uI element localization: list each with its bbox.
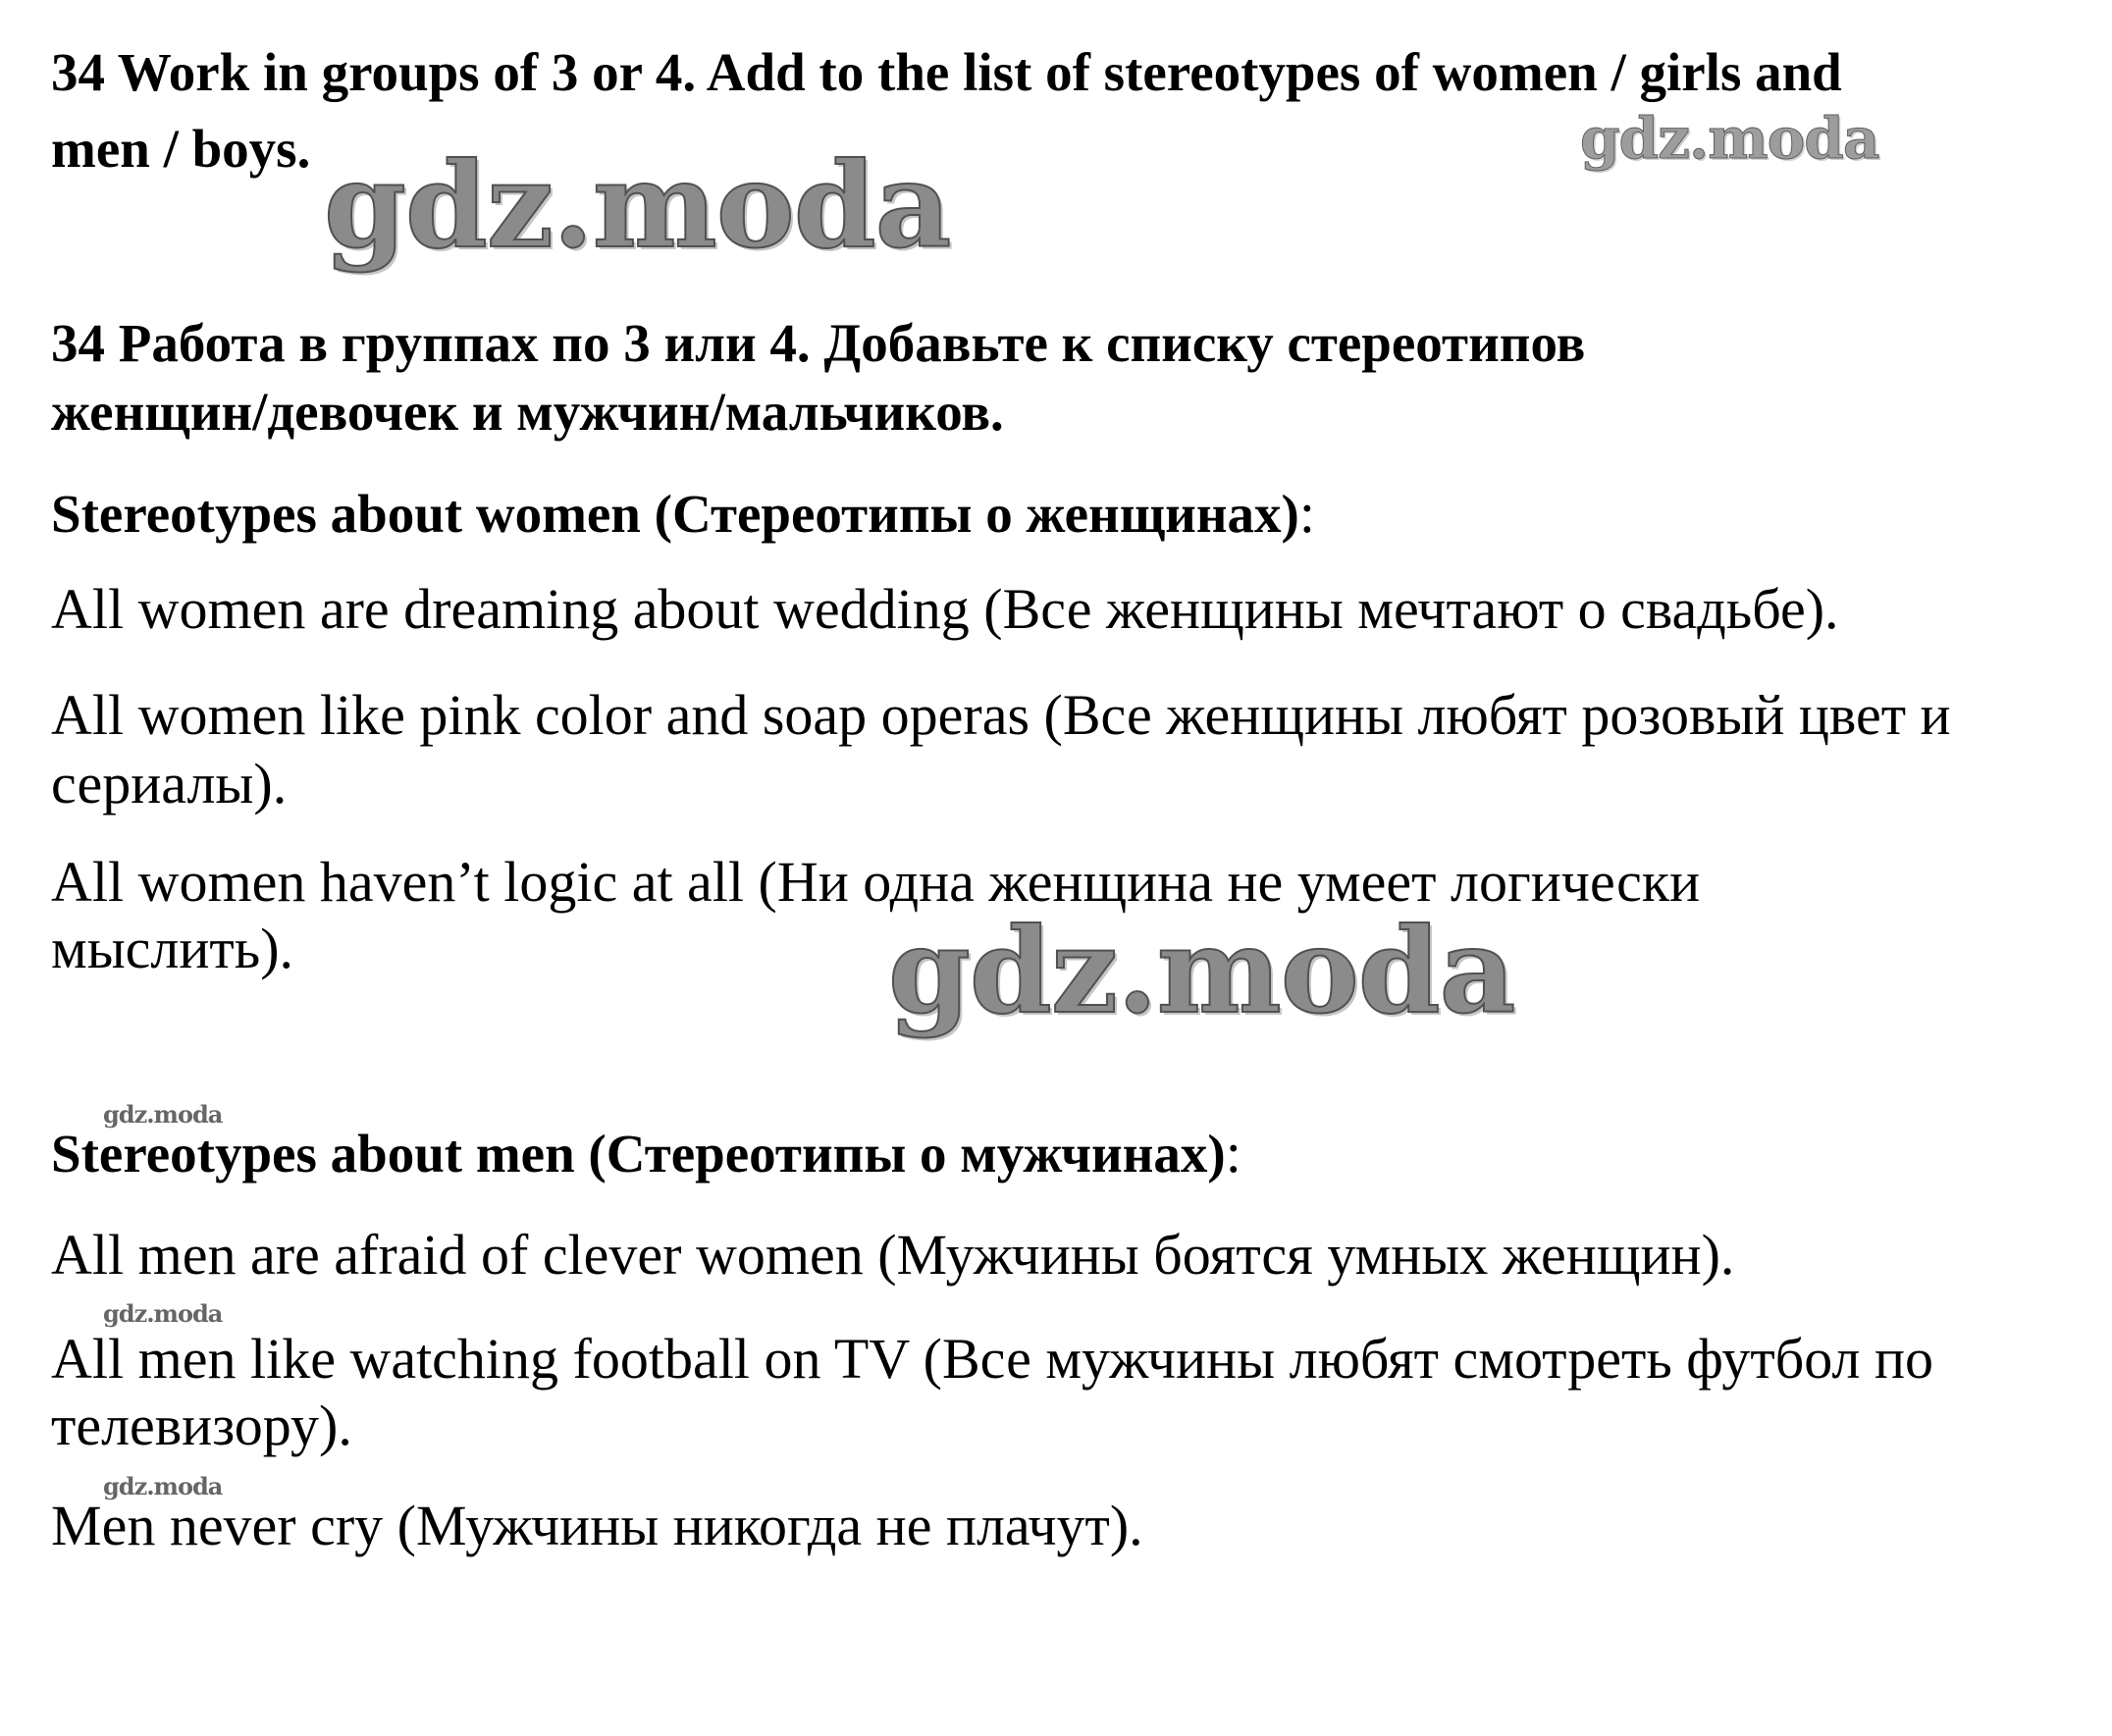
men-item-2-line-2: телевизору).: [51, 1394, 352, 1457]
women-heading-colon: :: [1298, 481, 1315, 545]
task-translation-line-1: 34 Работа в группах по 3 или 4. Добавьте к списку стереотипов: [51, 313, 1586, 373]
women-item-3-line-2: мыслить).: [51, 917, 294, 980]
men-heading: [51, 1121, 1241, 1184]
women-heading-text: Stereotypes about women (Стереотипы о женщинах): [51, 484, 1299, 544]
women-item-2-line-2: сериалы).: [51, 752, 288, 815]
task-title-line-2: men / boys.: [51, 119, 311, 179]
task-translation-line-2: женщин/девочек и мужчин/мальчиков.: [51, 382, 1004, 442]
watermark-large-middle: gdz.moda: [888, 902, 1515, 1040]
watermark-small-2: gdz.moda: [103, 1299, 223, 1328]
men-heading-colon: :: [1225, 1121, 1241, 1184]
task-title-line-1: 34 Work in groups of 3 or 4. Add to the list of stereotypes of women / girls and: [51, 42, 1842, 102]
men-item-1-line-1: All men are afraid of clever women (Мужчины боятся умных женщин).: [51, 1223, 1735, 1287]
watermark-small-3: gdz.moda: [103, 1472, 223, 1500]
women-item-3-line-1: All women haven’t logic at all (Ни одна женщина не умеет логически: [51, 850, 1701, 914]
men-item-2-line-1: All men like watching football on TV (Все мужчины любят смотреть футбол по: [51, 1327, 1933, 1391]
watermark-medium-top-right: gdz.moda: [1580, 105, 1879, 172]
men-item-3-line-1: Men never cry (Мужчины никогда не плачут).: [51, 1494, 1143, 1557]
women-heading: [51, 481, 1315, 545]
watermark-large-top: gdz.moda: [324, 136, 951, 275]
watermark-small-1: gdz.moda: [103, 1100, 223, 1129]
men-heading-text: Stereotypes about men (Стереотипы о мужчинах): [51, 1124, 1226, 1184]
women-item-1-line-1: All women are dreaming about wedding (Все женщины мечтают о свадьбе).: [51, 577, 1839, 641]
women-item-2-line-1: All women like pink color and soap operas (Все женщины любят розовый цвет и: [51, 683, 1951, 747]
